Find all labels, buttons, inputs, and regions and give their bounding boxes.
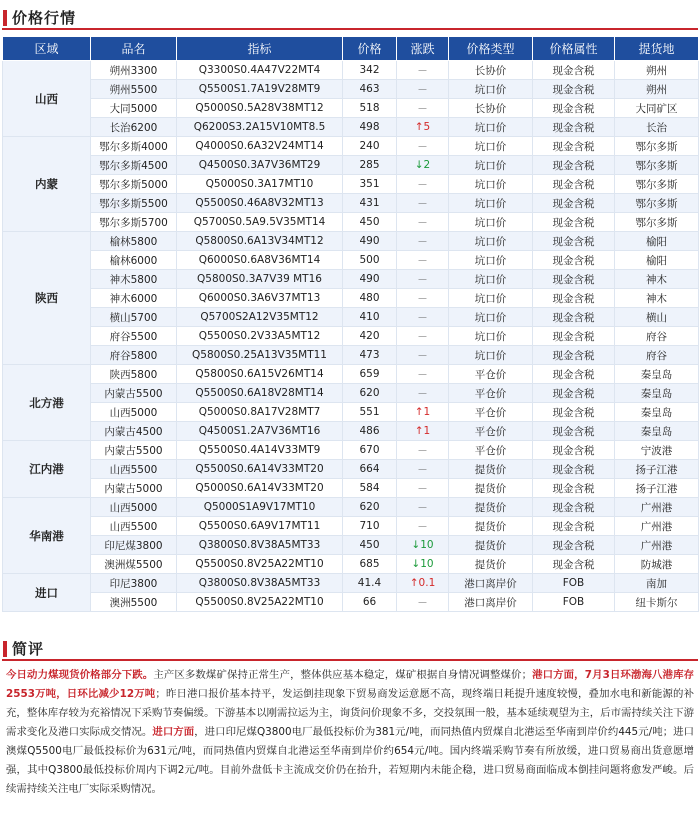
- price-cell: 41.4: [343, 574, 397, 593]
- price-cell: 498: [343, 118, 397, 137]
- change-cell: ↑0.1: [397, 574, 449, 593]
- region-cell: 华南港: [3, 498, 91, 574]
- region-cell: 陕西: [3, 232, 91, 365]
- change-cell: －: [397, 61, 449, 80]
- product-name-cell: 山西5500: [91, 517, 177, 536]
- price-attribute-cell: 现金含税: [533, 422, 615, 441]
- table-row: [3, 441, 699, 460]
- spec-index-cell: Q5500S0.6A9V17MT11: [177, 517, 343, 536]
- price-attribute-cell: 现金含税: [533, 156, 615, 175]
- price-type-cell: 坑口价: [449, 346, 533, 365]
- price-cell: 584: [343, 479, 397, 498]
- price-section-header: [0, 6, 700, 30]
- spec-index-cell: Q6200S3.2A15V10MT8.5: [177, 118, 343, 137]
- price-cell: 450: [343, 536, 397, 555]
- price-type-cell: 长协价: [449, 99, 533, 118]
- price-type-cell: 提货价: [449, 479, 533, 498]
- price-attribute-cell: 现金含税: [533, 517, 615, 536]
- price-cell: 473: [343, 346, 397, 365]
- column-header: 价格: [343, 37, 397, 61]
- highlight-text: 港口方面，7月3日环渤海八港库存2553万吨，日环比减少12万吨: [6, 669, 694, 700]
- table-header-row: [3, 37, 699, 61]
- price-type-cell: 平仓价: [449, 403, 533, 422]
- price-type-cell: 坑口价: [449, 308, 533, 327]
- price-cell: 66: [343, 593, 397, 612]
- spec-index-cell: Q5500S0.8V25A22MT10: [177, 555, 343, 574]
- table-row: [3, 308, 699, 327]
- delivery-place-cell: 长治: [615, 118, 699, 137]
- product-name-cell: 神木6000: [91, 289, 177, 308]
- product-name-cell: 朔州3300: [91, 61, 177, 80]
- product-name-cell: 横山5700: [91, 308, 177, 327]
- price-cell: 518: [343, 99, 397, 118]
- spec-index-cell: Q5000S0.3A17MT10: [177, 175, 343, 194]
- product-name-cell: 内蒙古5500: [91, 384, 177, 403]
- price-type-cell: 港口离岸价: [449, 574, 533, 593]
- delivery-place-cell: 府谷: [615, 327, 699, 346]
- spec-index-cell: Q6000S0.3A6V37MT13: [177, 289, 343, 308]
- price-attribute-cell: 现金含税: [533, 194, 615, 213]
- table-row: [3, 365, 699, 384]
- change-cell: －: [397, 365, 449, 384]
- price-attribute-cell: 现金含税: [533, 460, 615, 479]
- table-row: [3, 517, 699, 536]
- delivery-place-cell: 广州港: [615, 517, 699, 536]
- price-type-cell: 坑口价: [449, 80, 533, 99]
- price-cell: 710: [343, 517, 397, 536]
- table-row: [3, 251, 699, 270]
- spec-index-cell: Q5800S0.6A15V26MT14: [177, 365, 343, 384]
- price-cell: 431: [343, 194, 397, 213]
- price-type-cell: 提货价: [449, 498, 533, 517]
- price-attribute-cell: 现金含税: [533, 175, 615, 194]
- price-type-cell: 坑口价: [449, 194, 533, 213]
- table-row: [3, 422, 699, 441]
- price-attribute-cell: 现金含税: [533, 365, 615, 384]
- price-cell: 490: [343, 232, 397, 251]
- product-name-cell: 澳洲煤5500: [91, 555, 177, 574]
- product-name-cell: 内蒙古4500: [91, 422, 177, 441]
- change-cell: －: [397, 175, 449, 194]
- price-attribute-cell: 现金含税: [533, 536, 615, 555]
- spec-index-cell: Q3800S0.8V38A5MT33: [177, 574, 343, 593]
- product-name-cell: 鄂尔多斯5000: [91, 175, 177, 194]
- review-text: [6, 666, 694, 799]
- change-cell: －: [397, 460, 449, 479]
- table-row: [3, 498, 699, 517]
- price-type-cell: 坑口价: [449, 232, 533, 251]
- section-rule: [2, 659, 698, 661]
- delivery-place-cell: 大同矿区: [615, 99, 699, 118]
- change-cell: ↓10: [397, 555, 449, 574]
- section-marker: [3, 641, 7, 657]
- change-cell: －: [397, 99, 449, 118]
- product-name-cell: 府谷5800: [91, 346, 177, 365]
- price-type-cell: 平仓价: [449, 365, 533, 384]
- price-cell: 685: [343, 555, 397, 574]
- table-row: [3, 593, 699, 612]
- body-text: ；昨日港口报价基本持平，发运倒挂现象下贸易商发运意愿不高，现终端日耗提升速度较慢，叠加水电和新能源的补充，整体库存较为充裕情况下采购节奏偏缓。下游基本以刚需拉运为主，询货问价现象不多，交投氛围一般，基本延续观望为主，后市需持续关注下游需求变化及港口实际成交情况。: [6, 688, 694, 738]
- spec-index-cell: Q5000S0.8A17V28MT7: [177, 403, 343, 422]
- price-attribute-cell: 现金含税: [533, 308, 615, 327]
- price-attribute-cell: 现金含税: [533, 441, 615, 460]
- price-attribute-cell: 现金含税: [533, 289, 615, 308]
- price-attribute-cell: 现金含税: [533, 251, 615, 270]
- delivery-place-cell: 朔州: [615, 61, 699, 80]
- body-text: 主产区多数煤矿保持正常生产，整体供应基本稳定，煤矿根据自身情况调整煤价；: [153, 669, 532, 681]
- spec-index-cell: Q5000S0.6A14V33MT20: [177, 479, 343, 498]
- product-name-cell: 陕西5800: [91, 365, 177, 384]
- delivery-place-cell: 秦皇岛: [615, 422, 699, 441]
- table-row: [3, 346, 699, 365]
- column-header: 品名: [91, 37, 177, 61]
- delivery-place-cell: 府谷: [615, 346, 699, 365]
- price-cell: 285: [343, 156, 397, 175]
- price-type-cell: 提货价: [449, 517, 533, 536]
- column-header: 指标: [177, 37, 343, 61]
- price-attribute-cell: 现金含税: [533, 80, 615, 99]
- price-attribute-cell: 现金含税: [533, 346, 615, 365]
- highlight-text: 今日动力煤现货价格部分下跌。: [6, 669, 154, 681]
- change-cell: ↑5: [397, 118, 449, 137]
- price-type-cell: 提货价: [449, 460, 533, 479]
- price-type-cell: 坑口价: [449, 270, 533, 289]
- delivery-place-cell: 榆阳: [615, 251, 699, 270]
- price-type-cell: 平仓价: [449, 384, 533, 403]
- product-name-cell: 朔州5500: [91, 80, 177, 99]
- table-row: [3, 536, 699, 555]
- delivery-place-cell: 鄂尔多斯: [615, 175, 699, 194]
- section-rule: [2, 28, 698, 30]
- change-cell: ↑1: [397, 422, 449, 441]
- product-name-cell: 山西5000: [91, 403, 177, 422]
- table-row: [3, 289, 699, 308]
- spec-index-cell: Q5500S0.6A14V33MT20: [177, 460, 343, 479]
- change-cell: －: [397, 479, 449, 498]
- table-row: [3, 574, 699, 593]
- change-cell: －: [397, 517, 449, 536]
- price-type-cell: 提货价: [449, 555, 533, 574]
- price-type-cell: 坑口价: [449, 327, 533, 346]
- product-name-cell: 长治6200: [91, 118, 177, 137]
- price-cell: 480: [343, 289, 397, 308]
- price-attribute-cell: FOB: [533, 574, 615, 593]
- product-name-cell: 鄂尔多斯4000: [91, 137, 177, 156]
- region-cell: 山西: [3, 61, 91, 137]
- change-cell: －: [397, 251, 449, 270]
- review-section-title: 简评: [12, 640, 45, 658]
- change-cell: －: [397, 232, 449, 251]
- spec-index-cell: Q5700S0.5A9.5V35MT14: [177, 213, 343, 232]
- product-name-cell: 山西5000: [91, 498, 177, 517]
- region-cell: 内蒙: [3, 137, 91, 232]
- spec-index-cell: Q4000S0.6A32V24MT14: [177, 137, 343, 156]
- delivery-place-cell: 扬子江港: [615, 460, 699, 479]
- table-row: [3, 80, 699, 99]
- spec-index-cell: Q5500S0.2V33A5MT12: [177, 327, 343, 346]
- column-header: 区域: [3, 37, 91, 61]
- price-type-cell: 平仓价: [449, 422, 533, 441]
- price-cell: 620: [343, 498, 397, 517]
- price-attribute-cell: 现金含税: [533, 479, 615, 498]
- table-body: [3, 61, 699, 612]
- price-cell: 551: [343, 403, 397, 422]
- table-row: [3, 479, 699, 498]
- change-cell: －: [397, 593, 449, 612]
- product-name-cell: 印尼煤3800: [91, 536, 177, 555]
- review-section-header: [0, 637, 700, 661]
- table-row: [3, 137, 699, 156]
- table-row: [3, 118, 699, 137]
- change-cell: －: [397, 441, 449, 460]
- table-row: [3, 327, 699, 346]
- price-cell: 450: [343, 213, 397, 232]
- product-name-cell: 澳洲5500: [91, 593, 177, 612]
- price-cell: 490: [343, 270, 397, 289]
- price-table: [2, 36, 699, 612]
- delivery-place-cell: 神木: [615, 270, 699, 289]
- price-attribute-cell: 现金含税: [533, 403, 615, 422]
- price-type-cell: 平仓价: [449, 441, 533, 460]
- delivery-place-cell: 鄂尔多斯: [615, 213, 699, 232]
- region-cell: 进口: [3, 574, 91, 612]
- change-cell: ↓10: [397, 536, 449, 555]
- section-marker: [3, 10, 7, 26]
- product-name-cell: 神木5800: [91, 270, 177, 289]
- product-name-cell: 榆林5800: [91, 232, 177, 251]
- price-cell: 410: [343, 308, 397, 327]
- product-name-cell: 府谷5500: [91, 327, 177, 346]
- price-attribute-cell: 现金含税: [533, 327, 615, 346]
- delivery-place-cell: 鄂尔多斯: [615, 137, 699, 156]
- change-cell: －: [397, 308, 449, 327]
- price-cell: 463: [343, 80, 397, 99]
- region-cell: 江内港: [3, 441, 91, 498]
- spec-index-cell: Q5500S0.8V25A22MT10: [177, 593, 343, 612]
- column-header: 价格属性: [533, 37, 615, 61]
- change-cell: －: [397, 137, 449, 156]
- column-header: 价格类型: [449, 37, 533, 61]
- price-attribute-cell: 现金含税: [533, 99, 615, 118]
- table-row: [3, 232, 699, 251]
- change-cell: －: [397, 327, 449, 346]
- spec-index-cell: Q6000S0.6A8V36MT14: [177, 251, 343, 270]
- price-cell: 486: [343, 422, 397, 441]
- price-attribute-cell: 现金含税: [533, 555, 615, 574]
- delivery-place-cell: 朔州: [615, 80, 699, 99]
- delivery-place-cell: 防城港: [615, 555, 699, 574]
- spec-index-cell: Q5800S0.25A13V35MT11: [177, 346, 343, 365]
- delivery-place-cell: 秦皇岛: [615, 384, 699, 403]
- table-row: [3, 403, 699, 422]
- region-cell: 北方港: [3, 365, 91, 441]
- price-type-cell: 坑口价: [449, 289, 533, 308]
- spec-index-cell: Q5500S0.46A8V32MT13: [177, 194, 343, 213]
- delivery-place-cell: 纽卡斯尔: [615, 593, 699, 612]
- spec-index-cell: Q4500S1.2A7V36MT16: [177, 422, 343, 441]
- price-attribute-cell: 现金含税: [533, 137, 615, 156]
- delivery-place-cell: 扬子江港: [615, 479, 699, 498]
- spec-index-cell: Q4500S0.3A7V36MT29: [177, 156, 343, 175]
- product-name-cell: 大同5000: [91, 99, 177, 118]
- price-cell: 351: [343, 175, 397, 194]
- price-type-cell: 坑口价: [449, 213, 533, 232]
- column-header: 提货地: [615, 37, 699, 61]
- delivery-place-cell: 南加: [615, 574, 699, 593]
- price-attribute-cell: 现金含税: [533, 213, 615, 232]
- delivery-place-cell: 秦皇岛: [615, 365, 699, 384]
- change-cell: ↑1: [397, 403, 449, 422]
- price-attribute-cell: 现金含税: [533, 232, 615, 251]
- table-row: [3, 61, 699, 80]
- price-attribute-cell: 现金含税: [533, 270, 615, 289]
- product-name-cell: 内蒙古5500: [91, 441, 177, 460]
- change-cell: －: [397, 270, 449, 289]
- price-attribute-cell: 现金含税: [533, 498, 615, 517]
- spec-index-cell: Q5800S0.3A7V39 MT16: [177, 270, 343, 289]
- price-cell: 420: [343, 327, 397, 346]
- price-cell: 240: [343, 137, 397, 156]
- price-type-cell: 坑口价: [449, 118, 533, 137]
- change-cell: －: [397, 346, 449, 365]
- product-name-cell: 榆林6000: [91, 251, 177, 270]
- spec-index-cell: Q5500S0.4A14V33MT9: [177, 441, 343, 460]
- price-attribute-cell: 现金含税: [533, 384, 615, 403]
- table-row: [3, 175, 699, 194]
- price-cell: 342: [343, 61, 397, 80]
- delivery-place-cell: 宁波港: [615, 441, 699, 460]
- table-row: [3, 156, 699, 175]
- product-name-cell: 印尼3800: [91, 574, 177, 593]
- price-cell: 620: [343, 384, 397, 403]
- spec-index-cell: Q5500S0.6A18V28MT14: [177, 384, 343, 403]
- table-row: [3, 270, 699, 289]
- price-cell: 664: [343, 460, 397, 479]
- change-cell: －: [397, 194, 449, 213]
- price-type-cell: 提货价: [449, 536, 533, 555]
- price-type-cell: 坑口价: [449, 251, 533, 270]
- body-text: ，进口印尼煤Q3800电厂最低投标价为381元/吨，而同热值内贸煤自北港运至华南到岸价约445元/吨；进口澳煤Q5500电厂最低投标价为631元/吨，而同热值内贸煤自北港运至华南到岸价约654元/吨。国内终端采购节奏有所放缓，进口贸易商出货意愿增强，其中Q3800最低投标价周内下调2元/吨。目前外盘低卡主流成交价仍在抬升，若短期内未能企稳，进口贸易商面临成本倒挂问题将愈发严峻。后续需持续关注电厂实际采购情况。: [6, 726, 695, 795]
- change-cell: －: [397, 213, 449, 232]
- price-type-cell: 坑口价: [449, 156, 533, 175]
- spec-index-cell: Q5700S2A12V35MT12: [177, 308, 343, 327]
- table-row: [3, 99, 699, 118]
- price-section-title: 价格行情: [12, 9, 77, 27]
- price-cell: 659: [343, 365, 397, 384]
- change-cell: －: [397, 384, 449, 403]
- delivery-place-cell: 榆阳: [615, 232, 699, 251]
- delivery-place-cell: 鄂尔多斯: [615, 156, 699, 175]
- spec-index-cell: Q3300S0.4A47V22MT4: [177, 61, 343, 80]
- delivery-place-cell: 广州港: [615, 536, 699, 555]
- price-attribute-cell: 现金含税: [533, 118, 615, 137]
- table-row: [3, 194, 699, 213]
- change-cell: －: [397, 80, 449, 99]
- price-type-cell: 坑口价: [449, 137, 533, 156]
- column-header: 涨跌: [397, 37, 449, 61]
- spec-index-cell: Q5000S1A9V17MT10: [177, 498, 343, 517]
- spec-index-cell: Q3800S0.8V38A5MT33: [177, 536, 343, 555]
- product-name-cell: 内蒙古5000: [91, 479, 177, 498]
- price-attribute-cell: FOB: [533, 593, 615, 612]
- product-name-cell: 鄂尔多斯5700: [91, 213, 177, 232]
- table-row: [3, 555, 699, 574]
- table-row: [3, 213, 699, 232]
- delivery-place-cell: 鄂尔多斯: [615, 194, 699, 213]
- delivery-place-cell: 秦皇岛: [615, 403, 699, 422]
- change-cell: ↓2: [397, 156, 449, 175]
- delivery-place-cell: 广州港: [615, 498, 699, 517]
- price-cell: 670: [343, 441, 397, 460]
- delivery-place-cell: 横山: [615, 308, 699, 327]
- table-row: [3, 460, 699, 479]
- table-row: [3, 384, 699, 403]
- price-type-cell: 长协价: [449, 61, 533, 80]
- product-name-cell: 山西5500: [91, 460, 177, 479]
- spec-index-cell: Q5500S1.7A19V28MT9: [177, 80, 343, 99]
- change-cell: －: [397, 498, 449, 517]
- price-type-cell: 坑口价: [449, 175, 533, 194]
- delivery-place-cell: 神木: [615, 289, 699, 308]
- product-name-cell: 鄂尔多斯4500: [91, 156, 177, 175]
- price-attribute-cell: 现金含税: [533, 61, 615, 80]
- spec-index-cell: Q5000S0.5A28V38MT12: [177, 99, 343, 118]
- price-cell: 500: [343, 251, 397, 270]
- highlight-text: 进口方面: [152, 726, 195, 738]
- price-type-cell: 港口离岸价: [449, 593, 533, 612]
- change-cell: －: [397, 289, 449, 308]
- product-name-cell: 鄂尔多斯5500: [91, 194, 177, 213]
- spec-index-cell: Q5800S0.6A13V34MT12: [177, 232, 343, 251]
